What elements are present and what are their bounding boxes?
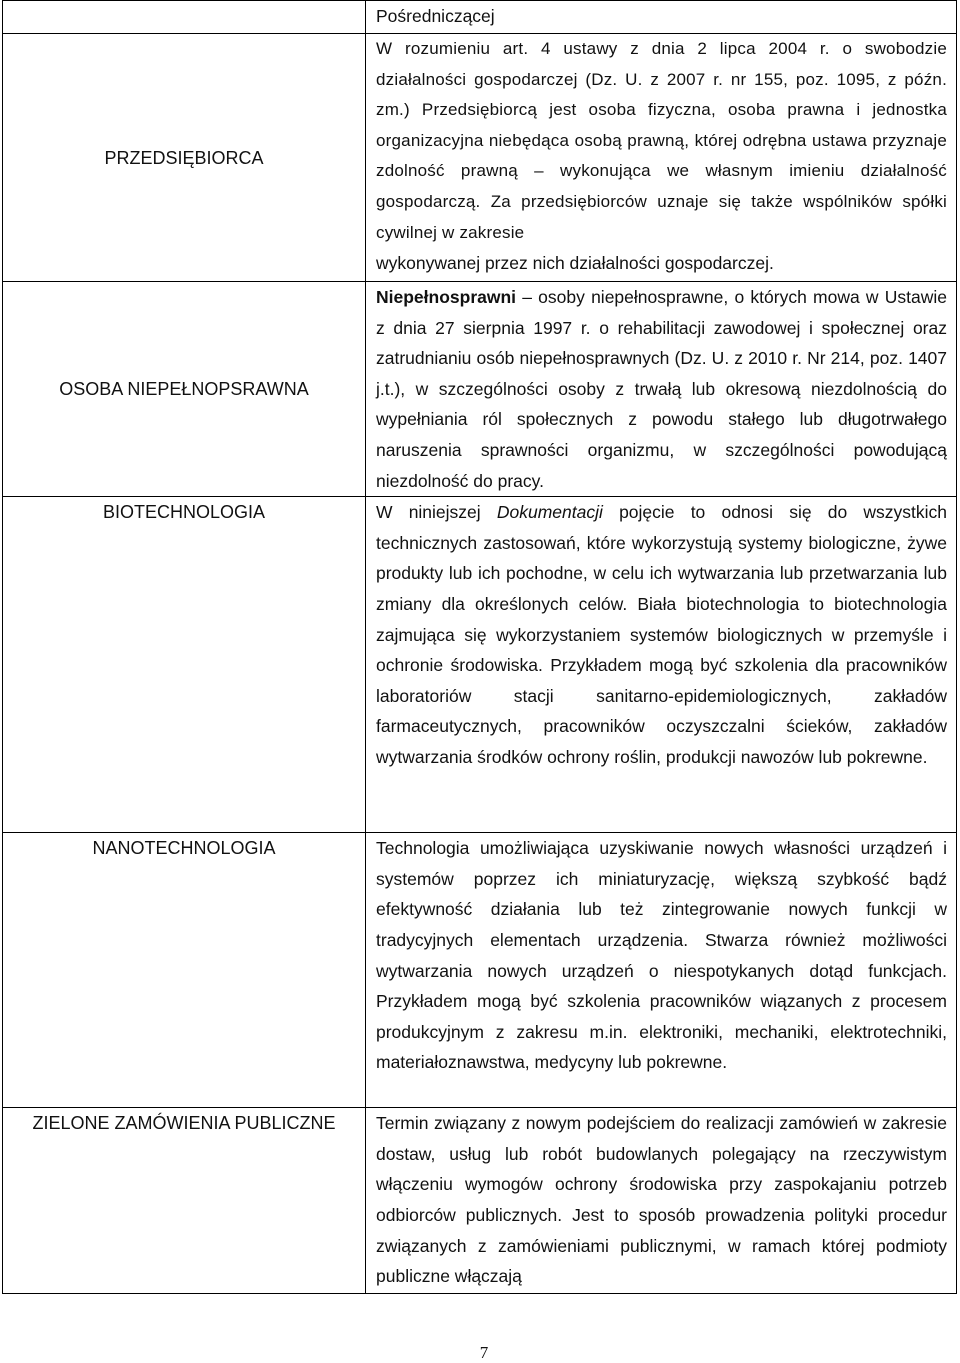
definition-cell: [366, 1108, 957, 1294]
table-row: [3, 1108, 957, 1294]
definition-cell: [366, 282, 957, 497]
definition-text: Termin związany z nowym podejściem do realizacji zamówień w zakresie dostaw, usług lub robót budowlanych polegający na rzeczywistym włączeniu wymogów ochrony środowiska przy zaspokajaniu potrzeb odbiorców publicznych. Jest to sposób prowadzenia polityki procedur związanych z zamówieniami publicznymi, w ramach której podmioty publiczne włączają: [376, 1113, 947, 1287]
table-row: [3, 34, 957, 282]
term-cell: [3, 497, 366, 833]
definition-text: pojęcie to odnosi się do wszystkich technicznych zastosowań, które wykorzystują systemy biologiczne, żywe produkty lub ich pochodne, w celu ich wytwarzania lub przetwarzania lub zmiany dla określonych celów. Biała biotechnologia to biotechnologia zajmująca się wykorzystaniem systemów biologicznych w przemyśle i ochronie środowiska. Przykładem mogą być szkolenia dla pracowników laboratoriów stacji sanitarno-epidemiologicznych, zakładów farmaceutycznych, pracowników oczyszczalni ścieków, zakładów wytwarzania środków ochrony roślin, produkcji nawozów lub pokrewne.: [376, 502, 948, 767]
table-row: [3, 282, 957, 497]
table-row: [3, 1, 957, 34]
definition-text: Technologia umożliwiająca uzyskiwanie nowych własności urządzeń i systemów poprzez ich miniaturyzację, większą szybkość bądź efektywność działania lub też zintegrowanie nowych funkcji w tradycyjnych elementach urządzenia. Stwarza również możliwości wytwarzania nowych urządzeń o niespotykanych dotąd funkcjach. Przykładem mogą być szkolenia pracowników wiązanych z procesem produkcyjnym z zakresu m.in. elektroniki, mechaniki, elektrotechniki, materiałoznawstwa, medycyny lub pokrewne.: [376, 838, 947, 1073]
term-cell: [3, 1108, 366, 1294]
definition-cell: [366, 34, 957, 282]
term-cell: [3, 1, 366, 34]
term-label: PRZEDSIĘBIORCA: [104, 147, 264, 168]
definition-text-prefix: W niniejszej: [376, 502, 497, 523]
definition-cell: [366, 833, 957, 1108]
term-label: ZIELONE ZAMÓWIENIA PUBLICZNE: [32, 1113, 336, 1134]
definition-text: – osoby niepełnosprawne, o których mowa w Ustawie z dnia 27 sierpnia 1997 r. o rehabilitacji zawodowej i społecznej oraz zatrudnianiu osób niepełnosprawnych (Dz. U. z 2010 r. Nr 214, poz. 1407 j.t.), w szczególności osoby z trwałą lub okresową niezdolnością do wypełniania ról społecznych z powodu stałego lub długotrwałego naruszenia sprawności organizmu, w szczególności powodującą niezdolność do pracy.: [376, 287, 947, 491]
definition-cell: [366, 497, 957, 833]
term-label: NANOTECHNOLOGIA: [92, 838, 276, 859]
definition-document-ref: Dokumentacji: [496, 502, 603, 523]
term-label: OSOBA NIEPEŁNOPSRAWNA: [59, 379, 309, 400]
page-number: 7: [479, 1343, 489, 1362]
definition-term-bold: Niepełnosprawni: [376, 287, 517, 307]
definition-text: W rozumieniu art. 4 ustawy z dnia 2 lipca 2004 r. o swobodzie działalności gospodarczej (Dz. U. z 2007 r. nr 155, poz. 1095, z późn. zm.) Przedsiębiorcą jest osoba fizyczna, osoba prawna i jednostka organizacyjna niebędąca osobą prawną, której odrębna ustawa przyznaje zdolność prawną – wykonująca we własnym imieniu działalność gospodarczą. Za przedsiębiorców uznaje się także wspólników spółki cywilnej w zakresie: [376, 39, 947, 242]
table-row: [3, 833, 957, 1108]
term-cell: [3, 282, 366, 497]
definition-text-continued: wykonywanej przez nich działalności gospodarczej.: [376, 253, 774, 274]
term-cell: [3, 833, 366, 1108]
term-cell: [3, 34, 366, 282]
definition-cell: [366, 1, 957, 34]
term-label: BIOTECHNOLOGIA: [102, 502, 266, 523]
definition-text: Pośredniczącej: [376, 6, 495, 26]
table-row: [3, 497, 957, 833]
glossary-table: [2, 0, 957, 1294]
